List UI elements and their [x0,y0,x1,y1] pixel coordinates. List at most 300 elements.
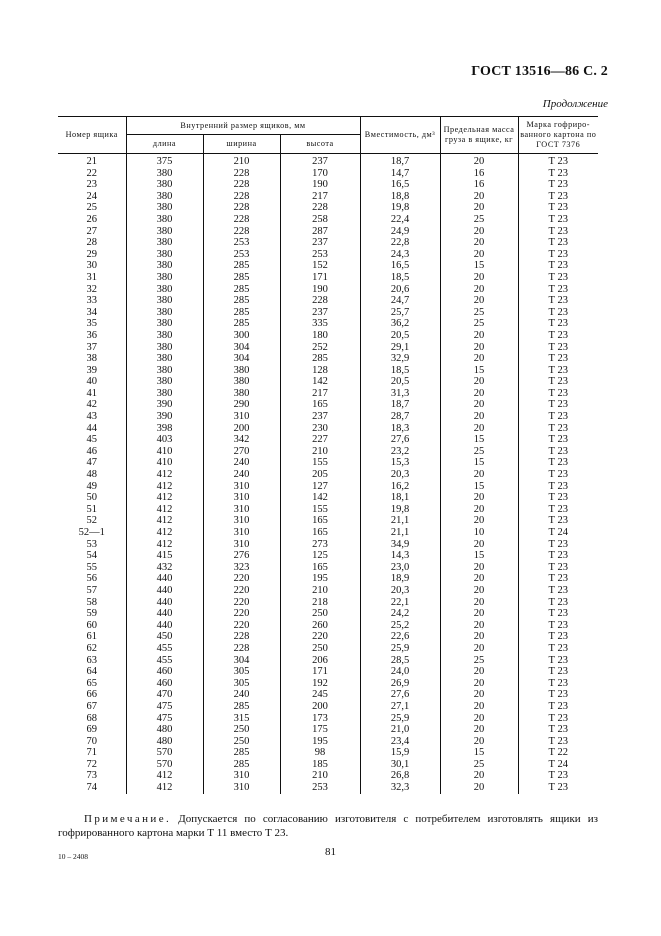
cell-grade: Т 23 [518,272,598,284]
cell-length: 415 [126,550,203,562]
cell-length: 390 [126,411,203,423]
header-inner-size: Внутренний размер ящиков, мм [126,117,360,135]
cell-length: 380 [126,353,203,365]
cell-max-load: 15 [440,481,518,493]
cell-max-load: 20 [440,154,518,168]
cell-width: 285 [203,759,280,771]
cell-grade: Т 23 [518,307,598,319]
cell-capacity: 23,0 [360,562,440,574]
cell-number: 21 [86,156,97,167]
cell-height: 200 [280,701,360,713]
table-note [58,812,598,840]
cell-length: 570 [126,759,203,771]
cell-capacity: 15,3 [360,457,440,469]
cell-height: 250 [280,643,360,655]
table-row [58,481,598,493]
cell-number: 63 [86,654,97,666]
page-number: 81 [325,846,336,858]
cell-max-load: 25 [440,759,518,771]
cell-capacity: 16,2 [360,481,440,493]
cell-max-load: 20 [440,643,518,655]
table-row [58,678,598,690]
cell-number: 73 [86,770,97,782]
note-text: Допускается по согласованию изготовителя с потребителем изготовлять ящики из гофрированного картона марки Т 11 вместо Т 23. [58,813,598,839]
table-row [58,457,598,469]
table-row [58,689,598,701]
cell-capacity: 30,1 [360,759,440,771]
cell-height: 253 [280,782,360,794]
table-row [58,342,598,354]
table-row [58,701,598,713]
cell-length: 380 [126,249,203,261]
cell-length: 440 [126,597,203,609]
cell-width: 380 [203,376,280,388]
table-row [58,388,598,400]
cell-grade: Т 23 [518,237,598,249]
cell-capacity: 27,6 [360,689,440,701]
cell-length: 412 [126,492,203,504]
cell-capacity: 34,9 [360,539,440,551]
cell-max-load: 25 [440,655,518,667]
cell-grade: Т 23 [518,154,598,168]
cell-number: 36 [86,329,97,341]
cell-number: 49 [86,480,97,492]
table-row [58,550,598,562]
table-row [58,562,598,574]
cell-number: 40 [86,376,97,388]
cell-height: 98 [280,747,360,759]
cell-max-load: 25 [440,307,518,319]
cell-capacity: 23,2 [360,446,440,458]
cell-max-load: 16 [440,168,518,180]
cell-grade: Т 23 [518,214,598,226]
cell-number: 68 [86,712,97,724]
cell-length: 403 [126,434,203,446]
cell-length: 570 [126,747,203,759]
cell-capacity: 25,2 [360,620,440,632]
cell-number: 66 [86,689,97,701]
cell-height: 152 [280,260,360,272]
table-row [58,666,598,678]
cell-number: 42 [86,399,97,411]
cell-number: 59 [86,608,97,620]
cell-max-load: 20 [440,191,518,203]
cell-grade: Т 23 [518,330,598,342]
cell-capacity: 16,5 [360,260,440,272]
cell-max-load: 20 [440,353,518,365]
cell-number: 24 [86,190,97,202]
cell-length: 440 [126,620,203,632]
cell-capacity: 25,9 [360,713,440,725]
cell-max-load: 20 [440,249,518,261]
cell-width: 228 [203,643,280,655]
table-row [58,226,598,238]
table-row [58,515,598,527]
table-row [58,179,598,191]
cell-height: 210 [280,585,360,597]
cell-capacity: 24,7 [360,295,440,307]
cell-capacity: 25,7 [360,307,440,319]
document-header: ГОСТ 13516—86 С. 2 [471,64,608,79]
cell-length: 410 [126,457,203,469]
cell-height: 128 [280,365,360,377]
cell-width: 200 [203,423,280,435]
cell-number: 74 [86,782,97,794]
cell-number: 26 [86,213,97,225]
cell-max-load: 15 [440,550,518,562]
cell-length: 455 [126,643,203,655]
cell-height: 170 [280,168,360,180]
table-row [58,655,598,667]
cell-length: 412 [126,527,203,539]
cell-max-load: 20 [440,411,518,423]
cell-height: 175 [280,724,360,736]
cell-max-load: 20 [440,295,518,307]
table-row [58,713,598,725]
cell-capacity: 15,9 [360,747,440,759]
cell-number: 53 [86,538,97,550]
cell-width: 304 [203,353,280,365]
cell-max-load: 10 [440,527,518,539]
continuation-label: Продолжение [542,98,608,110]
cell-max-load: 15 [440,260,518,272]
cell-max-load: 20 [440,504,518,516]
cell-capacity: 18,8 [360,191,440,203]
cell-max-load: 15 [440,747,518,759]
cell-grade: Т 23 [518,168,598,180]
cell-length: 455 [126,655,203,667]
cell-max-load: 20 [440,469,518,481]
cell-width: 285 [203,747,280,759]
cell-capacity: 28,5 [360,655,440,667]
cell-height: 127 [280,481,360,493]
cell-width: 220 [203,620,280,632]
cell-height: 227 [280,434,360,446]
table-row [58,585,598,597]
table-row [58,214,598,226]
cell-width: 240 [203,457,280,469]
cell-number: 28 [86,237,97,249]
cell-length: 440 [126,608,203,620]
cell-capacity: 16,5 [360,179,440,191]
cell-grade: Т 23 [518,631,598,643]
cell-number: 33 [86,295,97,307]
cell-capacity: 28,7 [360,411,440,423]
cell-capacity: 32,9 [360,353,440,365]
table-body [58,154,598,794]
cell-max-load: 20 [440,689,518,701]
cell-height: 210 [280,770,360,782]
cell-number: 43 [86,411,97,423]
cell-grade: Т 23 [518,678,598,690]
cell-number: 65 [86,677,97,689]
cell-height: 228 [280,202,360,214]
cell-capacity: 24,2 [360,608,440,620]
cell-height: 155 [280,457,360,469]
cell-length: 380 [126,168,203,180]
cell-length: 380 [126,179,203,191]
cell-length: 380 [126,365,203,377]
cell-width: 276 [203,550,280,562]
cell-number: 30 [86,260,97,272]
cell-width: 285 [203,284,280,296]
cell-number: 51 [86,503,97,515]
cell-capacity: 14,3 [360,550,440,562]
cell-length: 380 [126,272,203,284]
cell-length: 460 [126,666,203,678]
cell-grade: Т 23 [518,399,598,411]
cell-length: 380 [126,191,203,203]
cell-width: 240 [203,689,280,701]
cell-width: 310 [203,492,280,504]
table-row [58,446,598,458]
table-row [58,330,598,342]
cell-max-load: 20 [440,515,518,527]
table-row [58,365,598,377]
table-row [58,272,598,284]
cell-capacity: 22,4 [360,214,440,226]
cell-width: 250 [203,724,280,736]
cell-number: 22 [86,167,97,179]
cell-number: 72 [86,758,97,770]
cell-capacity: 22,8 [360,237,440,249]
cell-length: 440 [126,585,203,597]
table-row [58,759,598,771]
cell-max-load: 20 [440,342,518,354]
cell-height: 335 [280,318,360,330]
cell-grade: Т 23 [518,724,598,736]
cell-grade: Т 23 [518,620,598,632]
cell-length: 375 [126,154,203,168]
cell-width: 285 [203,701,280,713]
cell-number: 52 [86,515,97,527]
cell-max-load: 20 [440,423,518,435]
cell-number: 47 [86,457,97,469]
cell-capacity: 21,1 [360,527,440,539]
cell-height: 237 [280,411,360,423]
cell-width: 310 [203,539,280,551]
cell-height: 237 [280,307,360,319]
cell-length: 380 [126,330,203,342]
cell-grade: Т 23 [518,504,598,516]
cell-max-load: 20 [440,736,518,748]
cell-width: 250 [203,736,280,748]
cell-grade: Т 23 [518,191,598,203]
cell-grade: Т 23 [518,226,598,238]
table-row [58,249,598,261]
table-row [58,411,598,423]
cell-length: 380 [126,284,203,296]
cell-capacity: 20,3 [360,585,440,597]
cell-capacity: 18,3 [360,423,440,435]
cell-length: 440 [126,573,203,585]
table-row [58,747,598,759]
cell-height: 217 [280,388,360,400]
cell-capacity: 21,0 [360,724,440,736]
cell-max-load: 20 [440,284,518,296]
cell-length: 398 [126,423,203,435]
table-row [58,608,598,620]
cell-height: 237 [280,154,360,168]
cell-grade: Т 23 [518,342,598,354]
cell-capacity: 20,5 [360,376,440,388]
cell-height: 237 [280,237,360,249]
cell-max-load: 20 [440,724,518,736]
cell-height: 210 [280,446,360,458]
cell-length: 380 [126,318,203,330]
cell-max-load: 20 [440,678,518,690]
cell-number: 71 [86,747,97,759]
cell-capacity: 26,9 [360,678,440,690]
cell-length: 380 [126,214,203,226]
cell-length: 412 [126,770,203,782]
cell-max-load: 20 [440,237,518,249]
cell-max-load: 20 [440,492,518,504]
table-row [58,504,598,516]
cell-width: 285 [203,295,280,307]
cell-length: 390 [126,399,203,411]
cell-max-load: 20 [440,585,518,597]
cell-height: 155 [280,504,360,516]
cell-number: 29 [86,248,97,260]
cell-max-load: 20 [440,713,518,725]
cell-capacity: 26,8 [360,770,440,782]
cell-number: 44 [86,422,97,434]
cell-width: 210 [203,154,280,168]
cell-grade: Т 23 [518,608,598,620]
cell-max-load: 20 [440,666,518,678]
cell-capacity: 24,3 [360,249,440,261]
cell-number: 37 [86,341,97,353]
print-code: 10 – 2408 [58,852,88,861]
cell-grade: Т 23 [518,736,598,748]
cell-number: 31 [86,271,97,283]
cell-grade: Т 23 [518,284,598,296]
cell-height: 252 [280,342,360,354]
cell-number: 58 [86,596,97,608]
cell-capacity: 27,6 [360,434,440,446]
cell-height: 165 [280,399,360,411]
cell-capacity: 25,9 [360,643,440,655]
cell-length: 380 [126,226,203,238]
cell-grade: Т 23 [518,689,598,701]
table-row [58,527,598,539]
cell-height: 190 [280,284,360,296]
cell-number: 48 [86,469,97,481]
cell-capacity: 31,3 [360,388,440,400]
cell-height: 195 [280,736,360,748]
table-row [58,620,598,632]
cell-height: 220 [280,631,360,643]
table-row [58,539,598,551]
cell-grade: Т 23 [518,481,598,493]
cell-width: 253 [203,249,280,261]
cell-height: 185 [280,759,360,771]
cell-height: 165 [280,562,360,574]
cell-width: 323 [203,562,280,574]
table-row [58,307,598,319]
cell-length: 380 [126,307,203,319]
cell-grade: Т 23 [518,782,598,794]
cell-width: 300 [203,330,280,342]
cell-capacity: 18,7 [360,399,440,411]
cell-grade: Т 23 [518,666,598,678]
cell-number: 50 [86,492,97,504]
cell-height: 171 [280,666,360,678]
table-row [58,260,598,272]
header-width: ширина [203,135,280,154]
table-row [58,154,598,168]
cell-number: 45 [86,434,97,446]
cell-capacity: 14,7 [360,168,440,180]
cell-length: 432 [126,562,203,574]
cell-width: 228 [203,179,280,191]
cell-max-load: 15 [440,365,518,377]
cell-grade: Т 23 [518,469,598,481]
cell-length: 380 [126,295,203,307]
cell-width: 310 [203,515,280,527]
cell-capacity: 18,5 [360,272,440,284]
table-row [58,573,598,585]
cell-length: 475 [126,701,203,713]
cell-max-load: 25 [440,446,518,458]
cell-height: 253 [280,249,360,261]
cell-length: 380 [126,342,203,354]
cell-grade: Т 23 [518,701,598,713]
table-row [58,770,598,782]
cell-number: 70 [86,735,97,747]
cell-grade: Т 23 [518,202,598,214]
cell-width: 285 [203,318,280,330]
cell-number: 35 [86,318,97,330]
cell-length: 380 [126,260,203,272]
table-row [58,202,598,214]
cell-length: 380 [126,376,203,388]
cell-height: 125 [280,550,360,562]
cell-width: 310 [203,481,280,493]
cell-length: 475 [126,713,203,725]
header-max-load: Предельная масса груза в ящике, кг [440,117,518,154]
cell-width: 220 [203,597,280,609]
cell-length: 412 [126,515,203,527]
cell-grade: Т 23 [518,597,598,609]
cell-height: 287 [280,226,360,238]
cell-grade: Т 23 [518,295,598,307]
cell-max-load: 20 [440,539,518,551]
cell-height: 218 [280,597,360,609]
cell-grade: Т 24 [518,759,598,771]
cell-number: 38 [86,353,97,365]
header-height: высота [280,135,360,154]
table-row [58,399,598,411]
cell-grade: Т 23 [518,539,598,551]
table-row [58,434,598,446]
cell-height: 165 [280,527,360,539]
table-row [58,631,598,643]
cell-max-load: 20 [440,399,518,411]
cell-width: 240 [203,469,280,481]
cell-grade: Т 23 [518,492,598,504]
cell-grade: Т 23 [518,179,598,191]
cell-height: 217 [280,191,360,203]
cell-height: 250 [280,608,360,620]
cell-capacity: 20,6 [360,284,440,296]
cell-capacity: 18,7 [360,154,440,168]
cell-number: 34 [86,306,97,318]
cell-max-load: 20 [440,608,518,620]
cell-width: 305 [203,666,280,678]
table-row [58,782,598,794]
